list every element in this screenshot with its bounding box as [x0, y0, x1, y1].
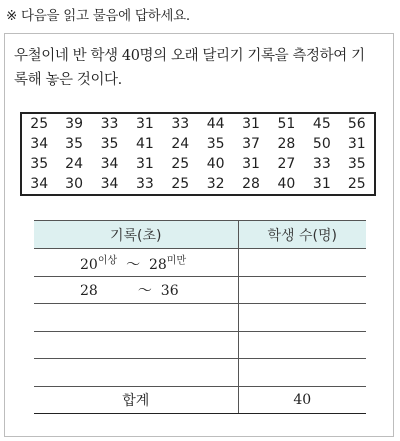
data-cell: 50 — [312, 136, 331, 152]
data-row — [21, 134, 375, 154]
frequency-header-row — [34, 221, 366, 249]
interval1-tilde: ～ — [126, 256, 141, 273]
data-cell: 27 — [277, 156, 296, 172]
data-cell: 51 — [277, 116, 296, 132]
class-interval-5[interactable] — [34, 359, 238, 387]
data-cell: 35 — [65, 136, 83, 152]
data-cell: 25 — [347, 176, 366, 192]
class-row — [34, 359, 366, 387]
data-cell: 35 — [30, 156, 49, 172]
data-cell: 33 — [312, 156, 331, 172]
data-cell: 31 — [242, 116, 260, 132]
total-value: 40 — [238, 386, 366, 414]
class-row — [34, 331, 366, 359]
data-cell: 41 — [135, 136, 154, 152]
data-cell: 40 — [277, 176, 296, 192]
raw-data-table — [20, 112, 376, 196]
data-cell: 24 — [65, 156, 83, 172]
data-cell: 34 — [100, 176, 119, 192]
data-cell: 31 — [135, 156, 154, 172]
interval1-high: 28 — [148, 256, 167, 273]
data-cell: 25 — [30, 116, 49, 132]
data-cell: 28 — [242, 176, 260, 192]
data-cell: 56 — [347, 116, 366, 132]
class-interval-2 — [34, 276, 238, 304]
class-count-2[interactable] — [238, 276, 366, 304]
class-row — [34, 304, 366, 332]
class-interval-1 — [34, 249, 238, 277]
question-text — [14, 44, 384, 92]
data-cell: 24 — [171, 136, 190, 152]
data-cell: 34 — [30, 136, 49, 152]
data-row — [21, 154, 375, 174]
class-row — [34, 249, 366, 277]
student-count: 40 — [121, 48, 140, 64]
data-cell: 35 — [206, 136, 225, 152]
question-line1-a: 우철이네 반 학생 — [14, 48, 122, 64]
header-record: 기록(초) — [34, 221, 238, 249]
question-line1-b: 명의 오래 달리기 기록을 측정하여 기 — [139, 48, 365, 64]
interval1-high-label: 미만 — [166, 254, 187, 266]
data-cell: 44 — [206, 116, 225, 132]
interval2-low: 28 — [80, 282, 98, 299]
data-cell: 32 — [206, 176, 225, 192]
instruction-text: ※ 다음을 읽고 물음에 답하세요. — [6, 8, 190, 24]
class-count-3[interactable] — [238, 304, 366, 332]
interval2-tilde: ～ — [137, 282, 152, 299]
interval2-high: 36 — [160, 282, 179, 299]
data-cell: 35 — [347, 156, 366, 172]
class-count-5[interactable] — [238, 359, 366, 387]
data-cell: 45 — [312, 116, 331, 132]
data-row — [21, 174, 375, 195]
data-cell: 28 — [277, 136, 296, 152]
class-interval-4[interactable] — [34, 331, 238, 359]
data-row — [21, 113, 375, 134]
data-cell: 25 — [171, 176, 190, 192]
header-students: 학생 수(명) — [238, 221, 366, 249]
data-cell: 30 — [65, 176, 83, 192]
total-row — [34, 386, 366, 414]
interval1-low-label: 이상 — [97, 254, 118, 266]
data-cell: 34 — [100, 156, 119, 172]
question-line2: 록해 놓은 것이다. — [14, 72, 122, 88]
class-count-4[interactable] — [238, 331, 366, 359]
interval1-low: 20 — [80, 256, 98, 273]
class-row — [34, 276, 366, 304]
data-cell: 40 — [206, 156, 225, 172]
data-cell: 37 — [242, 136, 260, 152]
data-cell: 25 — [171, 156, 190, 172]
data-cell: 33 — [135, 176, 154, 192]
data-cell: 33 — [100, 116, 119, 132]
data-cell: 34 — [30, 176, 49, 192]
class-count-1[interactable] — [238, 249, 366, 277]
data-cell: 39 — [65, 116, 83, 132]
data-cell: 31 — [347, 136, 366, 152]
data-cell: 35 — [100, 136, 119, 152]
class-interval-3[interactable] — [34, 304, 238, 332]
total-label: 합계 — [34, 386, 238, 414]
data-cell: 31 — [312, 176, 331, 192]
data-cell: 31 — [242, 156, 260, 172]
frequency-table — [34, 220, 366, 414]
data-cell: 33 — [171, 116, 190, 132]
data-cell: 31 — [135, 116, 154, 132]
